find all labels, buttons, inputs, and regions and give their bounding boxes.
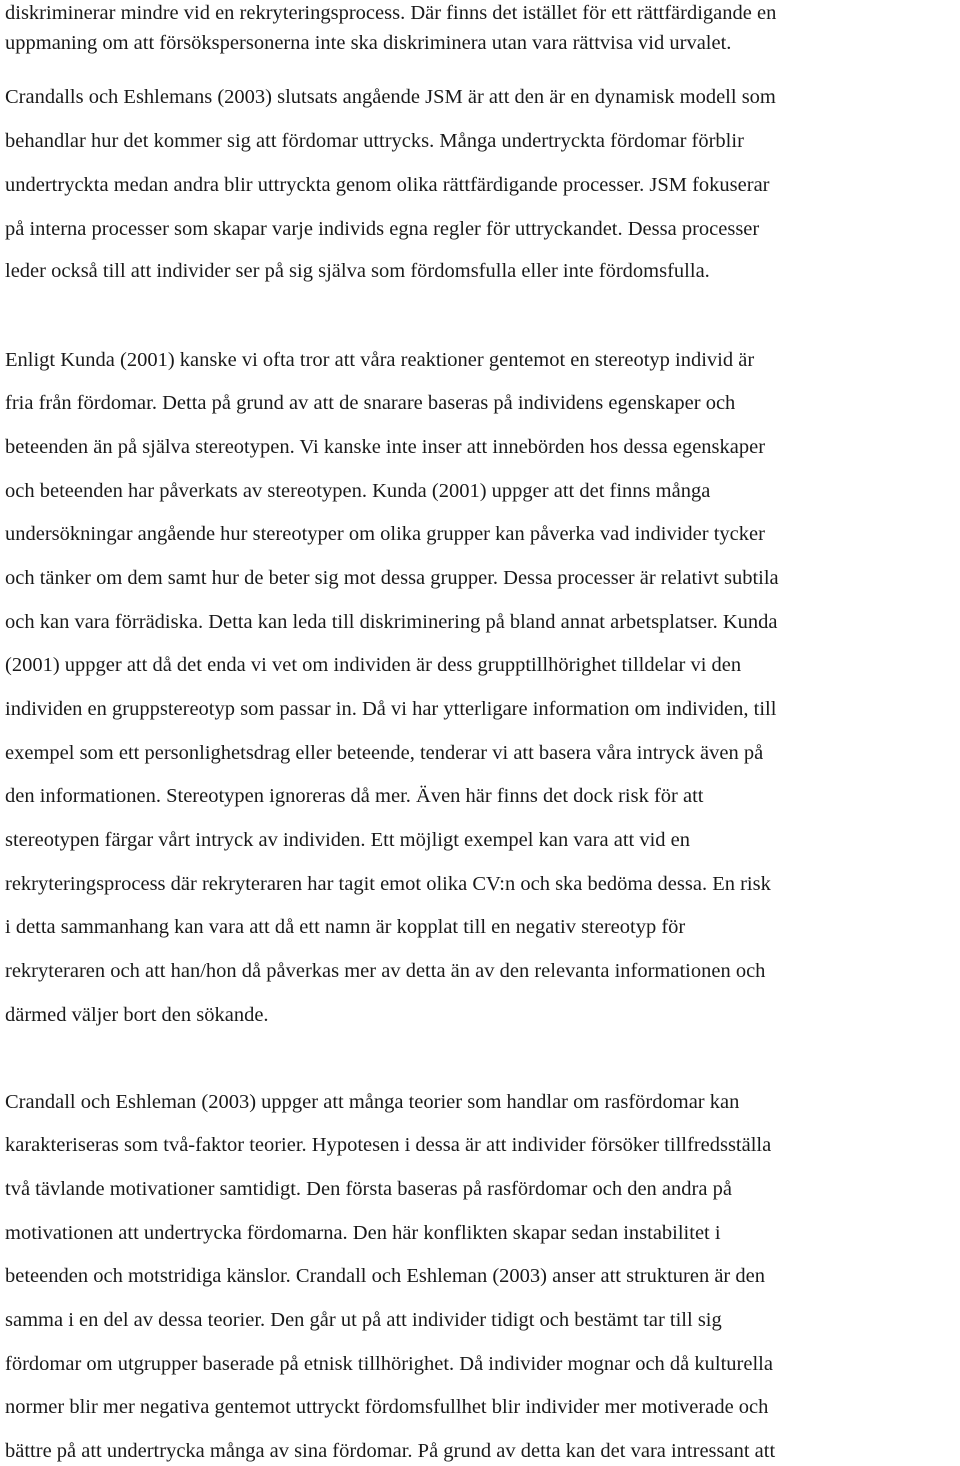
- text-line: undertryckta medan andra blir uttryckta genom olika rättfärdigande processer. JSM fokuserar: [5, 174, 770, 196]
- text-line: beteenden och motstridiga känslor. Crandall och Eshleman (2003) anser att strukturen är den: [5, 1265, 765, 1287]
- text-line: den informationen. Stereotypen ignoreras då mer. Även här finns det dock risk för att: [5, 785, 704, 807]
- text-line: normer blir mer negativa gentemot uttryckt fördomsfullhet blir individer mer motiverade och: [5, 1396, 769, 1418]
- text-line: uppmaning om att försökspersonerna inte ska diskriminera utan vara rättvisa vid urvalet.: [5, 32, 732, 54]
- text-line: samma i en del av dessa teorier. Den går ut på att individer tidigt och bestämt tar till sig: [5, 1309, 722, 1331]
- text-line: behandlar hur det kommer sig att fördomar uttrycks. Många undertryckta fördomar förblir: [5, 130, 744, 152]
- text-line: fria från fördomar. Detta på grund av att de snarare baseras på individens egenskaper och: [5, 392, 736, 414]
- text-line: exempel som ett personlighetsdrag eller beteende, tenderar vi att basera våra intryck även på: [5, 742, 764, 764]
- text-line: Enligt Kunda (2001) kanske vi ofta tror att våra reaktioner gentemot en stereotyp individ är: [5, 349, 755, 371]
- text-line: och tänker om dem samt hur de beter sig mot dessa grupper. Dessa processer är relativt subtila: [5, 567, 779, 589]
- text-line: Crandall och Eshleman (2003) uppger att många teorier som handlar om rasfördomar kan: [5, 1091, 740, 1113]
- text-line: och beteenden har påverkats av stereotypen. Kunda (2001) uppger att det finns många: [5, 480, 711, 502]
- text-line: därmed väljer bort den sökande.: [5, 1004, 269, 1026]
- text-line: stereotypen färgar vårt intryck av individen. Ett möjligt exempel kan vara att vid en: [5, 829, 691, 851]
- text-line: individen en gruppstereotyp som passar in. Då vi har ytterligare information om individen, till: [5, 698, 777, 720]
- text-line: två tävlande motivationer samtidigt. Den första baseras på rasfördomar och den andra på: [5, 1178, 732, 1200]
- text-line: beteenden än på själva stereotypen. Vi kanske inte inser att innebörden hos dessa egenskaper: [5, 436, 766, 458]
- text-line: bättre på att undertrycka många av sina fördomar. På grund av detta kan det vara intressant att: [5, 1440, 776, 1462]
- text-line: diskriminerar mindre vid en rekryteringsprocess. Där finns det istället för ett rättfärdigande en: [5, 2, 777, 24]
- text-line: rekryteringsprocess där rekryteraren har tagit emot olika CV:n och ska bedöma dessa. En risk: [5, 873, 771, 895]
- text-line: fördomar om utgrupper baserade på etnisk tillhörighet. Då individer mognar och då kulturella: [5, 1353, 773, 1375]
- text-line: Crandalls och Eshlemans (2003) slutsats angående JSM är att den är en dynamisk modell som: [5, 86, 776, 108]
- text-line: undersökningar angående hur stereotyper om olika grupper kan påverka vad individer tycker: [5, 523, 765, 545]
- text-line: och kan vara förrädiska. Detta kan leda till diskriminering på bland annat arbetsplatser. Kunda: [5, 611, 778, 633]
- text-line: leder också till att individer ser på sig själva som fördomsfulla eller inte fördomsfulla.: [5, 260, 710, 282]
- text-line: karakteriseras som två-faktor teorier. Hypotesen i dessa är att individer försöker tillfredsställa: [5, 1134, 772, 1156]
- text-line: motivationen att undertrycka fördomarna. Den här konflikten skapar sedan instabilitet i: [5, 1222, 721, 1244]
- text-line: på interna processer som skapar varje individs egna regler för uttryckandet. Dessa processer: [5, 218, 760, 240]
- text-line: i detta sammanhang kan vara att då ett namn är kopplat till en negativ stereotyp för: [5, 916, 686, 938]
- text-line: (2001) uppger att då det enda vi vet om individen är dess grupptillhörighet tilldelar vi den: [5, 654, 742, 676]
- text-line: rekryteraren och att han/hon då påverkas mer av detta än av den relevanta informationen och: [5, 960, 766, 982]
